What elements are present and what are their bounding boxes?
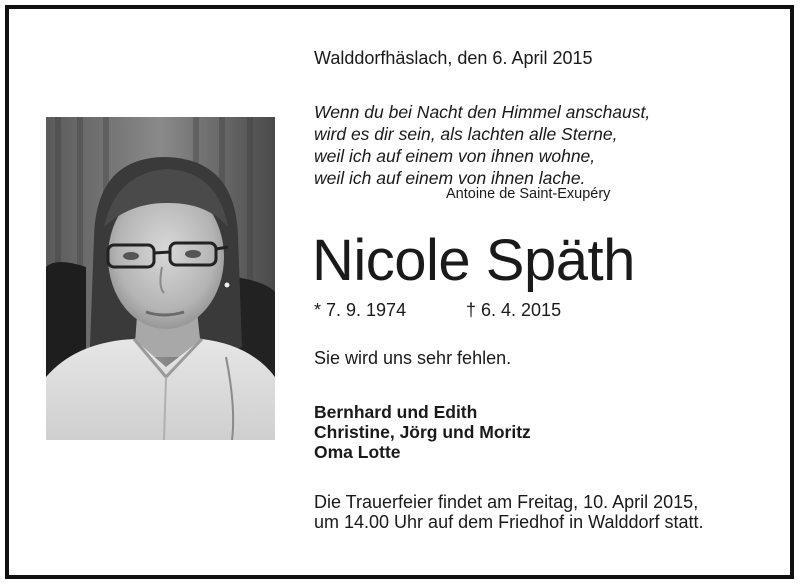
poem-author: Antoine de Saint-Exupéry bbox=[446, 186, 611, 202]
life-dates bbox=[314, 300, 562, 321]
poem-line: weil ich auf einem von ihnen lache. bbox=[314, 168, 586, 188]
poem-line: weil ich auf einem von ihnen wohne, bbox=[314, 146, 596, 166]
mourner-entry: Bernhard und Edith bbox=[314, 402, 478, 422]
farewell-message: Sie wird uns sehr fehlen. bbox=[314, 348, 512, 368]
funeral-line: Die Trauerfeier findet am Freitag, 10. April 2015, bbox=[314, 492, 699, 512]
deceased-name: Nicole Späth bbox=[312, 228, 635, 293]
place-and-date: Walddorfhäslach, den 6. April 2015 bbox=[314, 48, 593, 68]
poem-line: Wenn du bei Nacht den Himmel anschaust, bbox=[314, 102, 651, 122]
birth-date: * 7. 9. 1974 bbox=[314, 300, 407, 320]
mourner-entry: Oma Lotte bbox=[314, 442, 401, 462]
mourners-list bbox=[314, 402, 531, 462]
death-date: † 6. 4. 2015 bbox=[466, 300, 562, 320]
mourner-entry: Christine, Jörg und Moritz bbox=[314, 422, 531, 442]
poem-line: wird es dir sein, als lachten alle Sterne, bbox=[314, 124, 618, 144]
funeral-info bbox=[314, 492, 704, 532]
poem-quote bbox=[314, 101, 650, 189]
funeral-line: um 14.00 Uhr auf dem Friedhof in Walddorf statt. bbox=[314, 512, 704, 532]
portrait-photo bbox=[46, 117, 275, 440]
